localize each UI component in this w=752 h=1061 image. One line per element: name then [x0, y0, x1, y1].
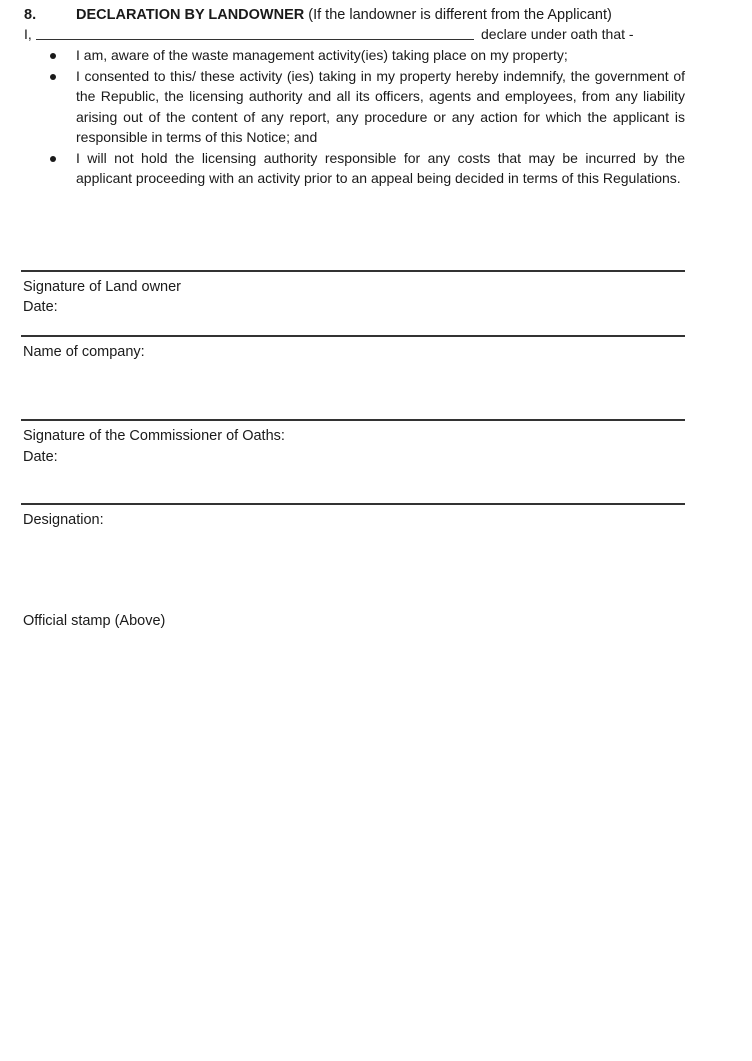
oath-prefix: I,: [24, 26, 32, 42]
oath-suffix: declare under oath that -: [481, 26, 634, 42]
oath-line: [24, 25, 684, 43]
official-stamp-label: Official stamp (Above): [23, 613, 166, 629]
list-item: I consented to this/ these activity (ies) taking in my property hereby indemnify, the government of the Republic, the licensing authority and all its officers, agents and employees, from any liability arising out of the content of any report, any procedure or any action for which the applicant is responsible in terms of this Notice; and: [24, 66, 685, 148]
company-name-label: Name of company:: [23, 344, 145, 360]
declaration-list: [24, 45, 685, 189]
date-label: Date:: [23, 299, 58, 315]
designation-label: Designation:: [23, 512, 104, 528]
section-number: 8.: [24, 7, 37, 23]
landowner-name-blank[interactable]: [36, 39, 474, 40]
list-item: I will not hold the licensing authority responsible for any costs that may be incurred by the applicant proceeding with an activity prior to an appeal being decided in terms of this Regulations.: [24, 148, 685, 189]
signature-commissioner-label: Signature of the Commissioner of Oaths:: [23, 428, 285, 444]
section-title: DECLARATION BY LANDOWNER: [76, 7, 305, 23]
signature-line-landowner[interactable]: [21, 270, 685, 272]
bullet-icon: [50, 53, 56, 59]
section-heading: [24, 6, 612, 24]
section-subtitle: (If the landowner is different from the Applicant): [308, 7, 612, 23]
date-label: Date:: [23, 449, 58, 465]
list-item: I am, aware of the waste management activity(ies) taking place on my property;: [24, 45, 685, 66]
signature-line-commissioner[interactable]: [21, 419, 685, 421]
bullet-icon: [50, 74, 56, 80]
company-line[interactable]: [21, 335, 685, 337]
designation-line[interactable]: [21, 503, 685, 505]
signature-landowner-label: Signature of Land owner: [23, 279, 181, 295]
bullet-icon: [50, 156, 56, 162]
